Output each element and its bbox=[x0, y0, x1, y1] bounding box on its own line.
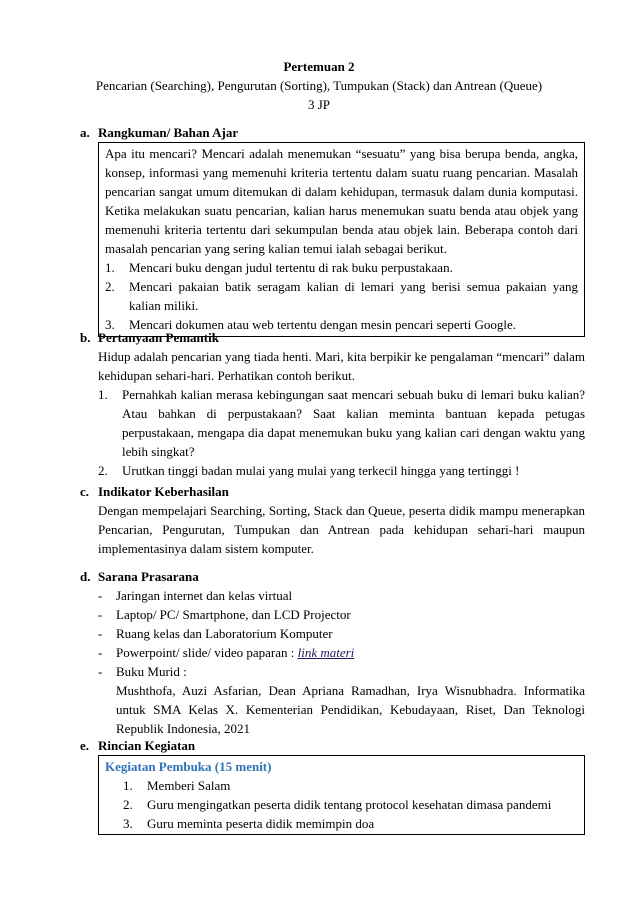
section-b-heading bbox=[80, 328, 585, 347]
section-e bbox=[80, 736, 585, 835]
section-title: Indikator Keberhasilan bbox=[98, 484, 229, 499]
list-item: 1. Memberi Salam bbox=[123, 778, 231, 793]
section-letter: c. bbox=[80, 484, 90, 499]
list-item: - Laptop/ PC/ Smartphone, dan LCD Projector bbox=[98, 607, 351, 622]
list-item: 1. Mencari buku dengan judul tertentu di rak buku perpustakaan. bbox=[105, 260, 453, 275]
meeting-title: Pertemuan 2 bbox=[283, 59, 355, 74]
section-title: Sarana Prasarana bbox=[98, 569, 199, 584]
section-d bbox=[80, 567, 585, 738]
meeting-subtitle: Pencarian (Searching), Pengurutan (Sorting), Tumpukan (Stack) dan Antrean (Queue) bbox=[95, 78, 543, 93]
opening-activity-title: Kegiatan Pembuka (15 menit) bbox=[105, 759, 272, 774]
list-item: 2. Guru mengingatkan peserta didik tentang protocol kesehatan dimasa pandemi bbox=[123, 797, 552, 812]
meeting-duration: 3 JP bbox=[307, 97, 331, 112]
section-b-body bbox=[98, 347, 585, 480]
list-item: - Jaringan internet dan kelas virtual bbox=[98, 588, 293, 603]
section-e-heading bbox=[80, 736, 585, 755]
success-indicator-paragraph: Dengan mempelajari Searching, Sorting, Stack dan Queue, peserta didik mampu menerapkan Pencarian, Pengurutan, Tumpukan dan Antrean pada kehidupan sehari-hari maupun implementasinya dalam sistem komputer. bbox=[98, 503, 585, 556]
question-list bbox=[98, 385, 585, 480]
section-title: Rincian Kegiatan bbox=[98, 738, 196, 753]
section-a-heading bbox=[80, 123, 585, 142]
activity-box bbox=[98, 755, 585, 835]
list-item: - Buku Murid : bbox=[98, 664, 187, 679]
section-d-body bbox=[98, 586, 585, 738]
material-link[interactable]: link materi bbox=[297, 645, 355, 660]
section-b bbox=[80, 328, 585, 480]
facility-list bbox=[98, 586, 585, 681]
list-item: 1. Pernahkah kalian merasa kebingungan saat mencari sebuah buku di lemari buku kalian? Atau bahkan di perpustakaan? Saat kalian meminta bantuan kepada petugas perpustakaan, mengapa dia dapat menemukan buku yang kalian cari dengan waktu yang lebih singkat? bbox=[98, 387, 585, 459]
list-item: - Powerpoint/ slide/ video paparan : link materi bbox=[98, 645, 355, 660]
trigger-paragraph: Hidup adalah pencarian yang tiada henti. Mari, kita berpikir ke pengalaman “mencari” dalam kehidupan sehari-hari. Perhatikan contoh berikut. bbox=[98, 349, 585, 383]
section-letter: a. bbox=[80, 125, 90, 140]
book-reference: Mushthofa, Auzi Asfarian, Dean Apriana Ramadhan, Irya Wisnubhadra. Informatika untuk SMA Kelas X. Kementerian Pendidikan, Kebudayaan, Riset, Dan Teknologi Republik Indonesia, 2021 bbox=[116, 683, 585, 736]
list-item: 3. Mencari dokumen atau web tertentu dengan mesin pencari seperti Google. bbox=[105, 317, 516, 332]
section-letter: d. bbox=[80, 569, 91, 584]
summary-paragraph: Apa itu mencari? Mencari adalah menemukan “sesuatu” yang bisa berupa benda, angka, konsep, informasi yang memenuhi kriteria tertentu dalam suatu ruang pencarian. Masalah pencarian sangat umum ditemukan di dalam kehidupan, termasuk dalam dunia komputasi. Ketika melakukan suatu pencarian, kalian harus menemukan suatu benda atau objek yang memenuhi kriteria tertentu dari sekumpulan benda atau objek lain. Beberapa contoh dari masalah pencarian yang sering kalian temui ialah sebagai berikut. bbox=[105, 146, 578, 256]
opening-activity-list bbox=[123, 776, 578, 833]
section-letter: e. bbox=[80, 738, 90, 753]
list-item: 3. Guru meminta peserta didik memimpin doa bbox=[123, 816, 375, 831]
section-title: Pertanyaan Pemantik bbox=[98, 330, 219, 345]
list-item: 2. Mencari pakaian batik seragam kalian di lemari yang berisi semua pakaian yang kalian miliki. bbox=[105, 279, 578, 313]
section-c-heading bbox=[80, 482, 585, 501]
section-letter: b. bbox=[80, 330, 91, 345]
list-item: 2. Urutkan tinggi badan mulai yang mulai yang terkecil hingga yang tertinggi ! bbox=[98, 463, 520, 478]
list-item: - Ruang kelas dan Laboratorium Komputer bbox=[98, 626, 333, 641]
summary-list bbox=[105, 258, 578, 334]
section-title: Rangkuman/ Bahan Ajar bbox=[98, 125, 239, 140]
document-header bbox=[0, 57, 638, 114]
section-c bbox=[80, 482, 585, 558]
section-d-heading bbox=[80, 567, 585, 586]
summary-box bbox=[98, 142, 585, 337]
section-a bbox=[80, 123, 585, 337]
